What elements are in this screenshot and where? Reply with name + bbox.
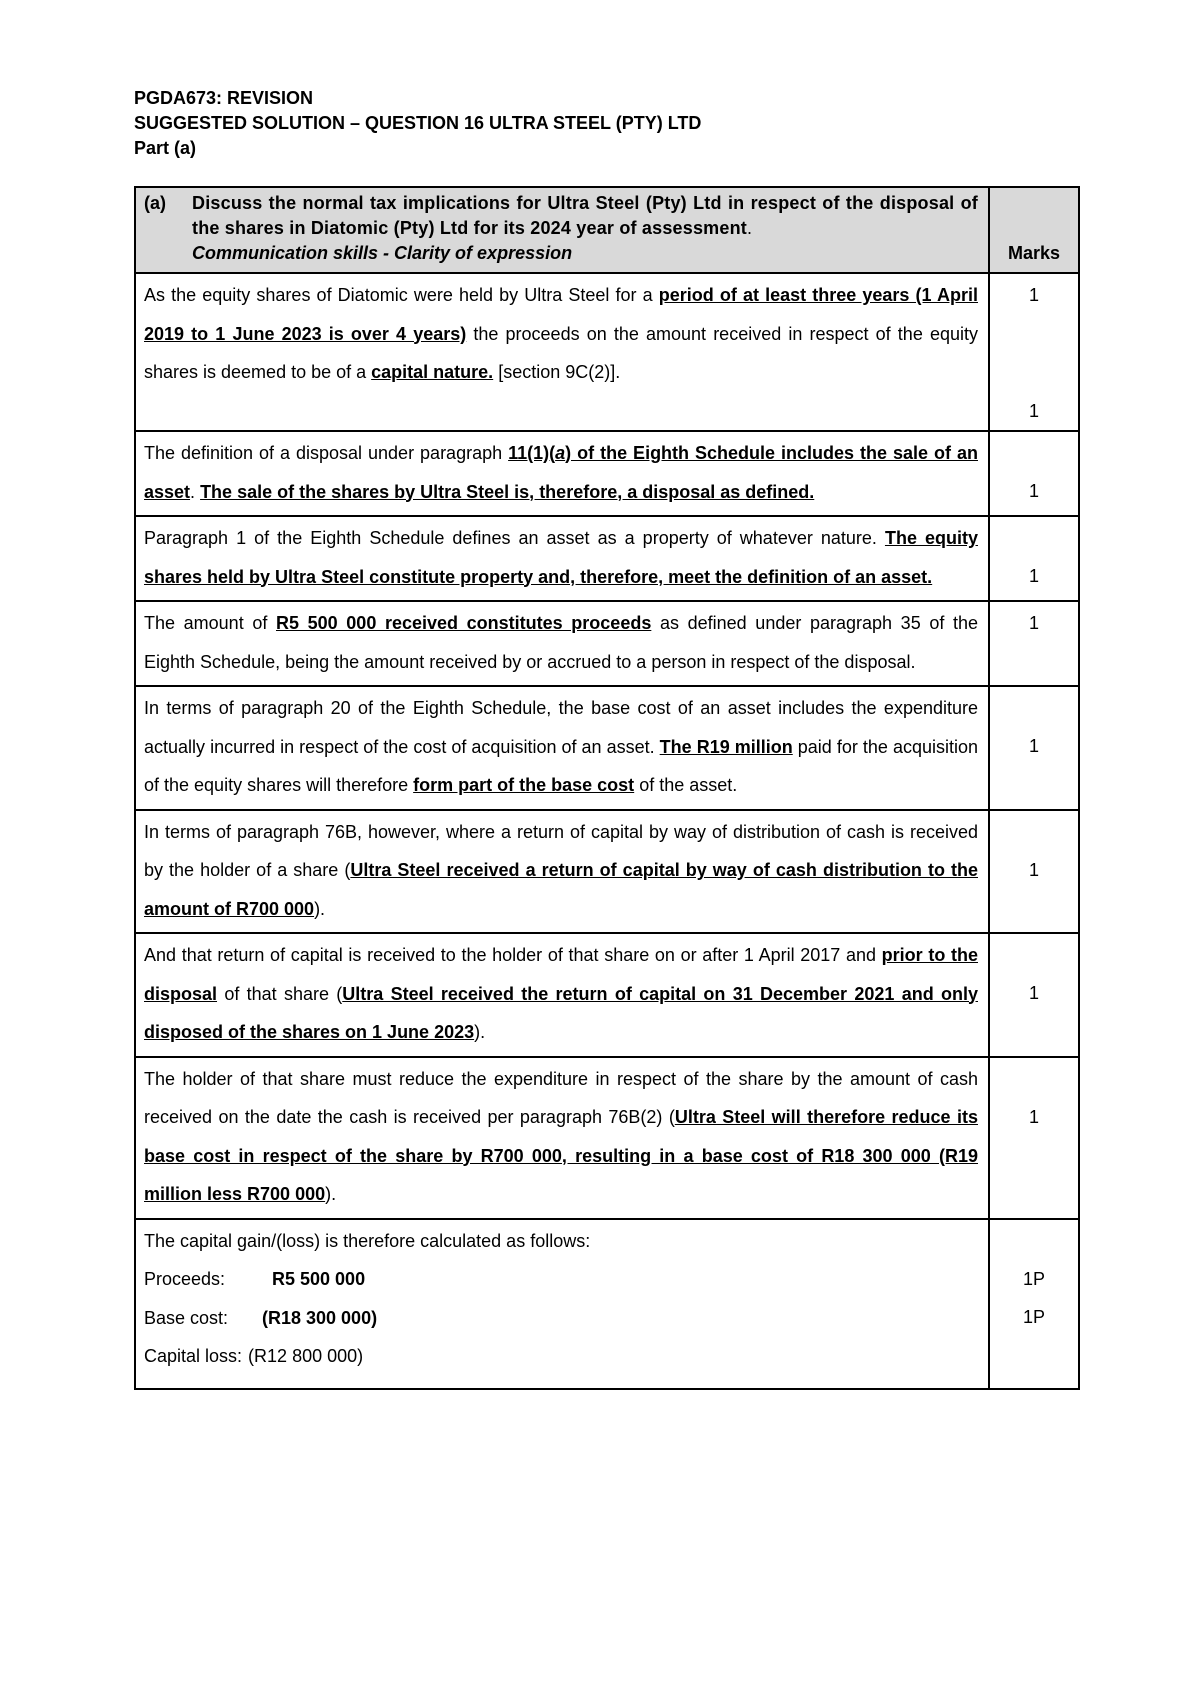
table-row bbox=[135, 810, 1079, 934]
answer-text: In terms of paragraph 76B, however, where a return of capital by way of distribution of cash is received by the holder of a share ( bbox=[144, 821, 978, 880]
answer-key-point: Ultra Steel received a return of capital by way of cash distribution to the amount of R700 000 bbox=[144, 860, 978, 919]
mark-value: 1P bbox=[1022, 1268, 1046, 1289]
answer-text: . bbox=[190, 481, 201, 502]
answer-text: as defined under paragraph 35 of the Eighth Schedule, being the amount received by or accrued to a person in respect of the disposal. bbox=[144, 613, 979, 672]
mark-value: 1 bbox=[1028, 859, 1039, 880]
answer-text: As the equity shares of Diatomic were held by Ultra Steel for a bbox=[144, 285, 659, 305]
solution-title: SUGGESTED SOLUTION – QUESTION 16 ULTRA STEEL (PTY) LTD bbox=[134, 113, 702, 133]
answer-text: [section 9C(2)]. bbox=[493, 362, 621, 382]
mark-value: 1 bbox=[1028, 400, 1039, 421]
document-header bbox=[134, 86, 701, 161]
mark-value: 1 bbox=[1028, 566, 1039, 586]
answer-text: ). bbox=[474, 1022, 486, 1042]
answer-text: And that return of capital is received to the holder of that share on or after 1 April 2017 and bbox=[144, 945, 882, 965]
table-row bbox=[135, 601, 1079, 686]
question-text: Discuss the normal tax implications for Ultra Steel (Pty) Ltd in respect of the disposal of the shares in Diatomic (Pty) Ltd for its 2024 year of assessment bbox=[192, 193, 978, 238]
calc-base-cost-line bbox=[144, 1299, 978, 1338]
answer-key-point: capital nature. bbox=[371, 362, 494, 382]
table-row bbox=[135, 273, 1079, 431]
marks-cell bbox=[989, 933, 1079, 1057]
answer-cell bbox=[135, 1219, 989, 1389]
marks-cell bbox=[989, 810, 1079, 934]
answer-text: the proceeds on the amount received in respect of the equity shares is deemed to be of a bbox=[144, 323, 978, 382]
mark-value: 1 bbox=[1028, 983, 1039, 1003]
table-row bbox=[135, 1057, 1079, 1219]
answer-cell bbox=[135, 273, 989, 431]
answer-cell bbox=[135, 933, 989, 1057]
calc-capital-loss-value: (R12 800 000) bbox=[248, 1346, 364, 1366]
calc-proceeds-line bbox=[144, 1260, 978, 1299]
marks-header: Marks bbox=[989, 187, 1079, 273]
table-row bbox=[135, 686, 1079, 810]
marks-cell bbox=[989, 431, 1079, 516]
answer-cell bbox=[135, 686, 989, 810]
mark-value: 1 bbox=[1028, 285, 1039, 305]
solution-table bbox=[134, 186, 1080, 1390]
answer-cell bbox=[135, 431, 989, 516]
mark-value: 1 bbox=[1028, 613, 1039, 633]
course-title: PGDA673: REVISION bbox=[134, 88, 314, 108]
answer-cell bbox=[135, 516, 989, 601]
answer-key-point: R5 500 000 received constitutes proceeds bbox=[275, 613, 652, 633]
marks-cell bbox=[989, 273, 1079, 431]
answer-text: of that share ( bbox=[217, 983, 343, 1004]
answer-cell bbox=[135, 1057, 989, 1219]
mark-value: 1 bbox=[1028, 1106, 1039, 1127]
answer-text: paid for the acquisition of the equity shares will therefore bbox=[144, 736, 978, 795]
calc-base-cost-label: Base cost: bbox=[144, 1307, 229, 1328]
answer-key-point: The sale of the shares by Ultra Steel is, therefore, a disposal as defined. bbox=[200, 481, 815, 502]
answer-key-point: The equity shares held by Ultra Steel constitute property and, therefore, meet the definition of an asset. bbox=[144, 528, 978, 587]
answer-key-point: 11(1)( bbox=[508, 443, 556, 463]
answer-text: The amount of bbox=[144, 613, 276, 633]
answer-text: of the asset. bbox=[634, 775, 738, 795]
marks-cell bbox=[989, 686, 1079, 810]
answer-text: The definition of a disposal under paragraph bbox=[144, 443, 509, 463]
question-cell bbox=[135, 187, 989, 273]
question-label: (a) bbox=[144, 193, 166, 213]
answer-key-point: ) of the Eighth Schedule includes the sale of an asset bbox=[144, 443, 978, 502]
calculation-intro: The capital gain/(loss) is therefore calculated as follows: bbox=[144, 1230, 591, 1251]
calc-capital-loss-label: Capital loss: bbox=[144, 1346, 243, 1366]
calc-capital-loss-line bbox=[144, 1337, 978, 1376]
answer-key-point: period of at least three years (1 April 2019 to 1 June 2023 is over 4 years) bbox=[144, 285, 978, 344]
answer-key-point: The R19 million bbox=[659, 736, 793, 757]
marks-cell bbox=[989, 601, 1079, 686]
answer-cell bbox=[135, 601, 989, 686]
marks-cell bbox=[989, 1057, 1079, 1219]
table-row bbox=[135, 516, 1079, 601]
mark-value: 1 bbox=[1028, 481, 1039, 501]
answer-key-point: Ultra Steel received the return of capital on 31 December 2021 and only disposed of the shares on 1 June 2023 bbox=[144, 983, 978, 1042]
calc-base-cost-value: (R18 300 000) bbox=[262, 1307, 378, 1328]
answer-text: In terms of paragraph 20 of the Eighth Schedule, the base cost of an asset includes the expenditure actually incurred in respect of the cost of acquisition of an asset. bbox=[144, 698, 978, 757]
answer-key-point: Ultra Steel will therefore reduce its base cost in respect of the share by R700 000, resulting in a base cost of R18 300 000 (R19 million less R700 000 bbox=[144, 1107, 978, 1204]
calc-proceeds-label: Proceeds: bbox=[144, 1269, 226, 1289]
answer-text: ). bbox=[325, 1184, 337, 1204]
part-title: Part (a) bbox=[134, 138, 197, 158]
marks-cell bbox=[989, 516, 1079, 601]
answer-text: The holder of that share must reduce the expenditure in respect of the share by the amount of cash received on the date the cash is received per paragraph 76B(2) ( bbox=[144, 1068, 978, 1127]
answer-cell bbox=[135, 810, 989, 934]
mark-value: 1P bbox=[1022, 1307, 1046, 1327]
answer-text: Paragraph 1 of the Eighth Schedule defines an asset as a property of whatever nature. bbox=[144, 528, 885, 548]
question-period: . bbox=[747, 218, 753, 238]
marks-cell bbox=[989, 1219, 1079, 1389]
question-header-row bbox=[135, 187, 1079, 273]
table-row bbox=[135, 1219, 1079, 1389]
answer-key-point: a bbox=[555, 443, 566, 463]
answer-key-point: form part of the base cost bbox=[413, 775, 635, 795]
table-row bbox=[135, 933, 1079, 1057]
question-subtitle: Communication skills - Clarity of expression bbox=[192, 243, 573, 263]
mark-value: 1 bbox=[1028, 736, 1039, 756]
answer-key-point: prior to the disposal bbox=[144, 945, 978, 1004]
calc-proceeds-value: R5 500 000 bbox=[272, 1269, 366, 1289]
table-row bbox=[135, 431, 1079, 516]
answer-text: ). bbox=[314, 898, 326, 919]
